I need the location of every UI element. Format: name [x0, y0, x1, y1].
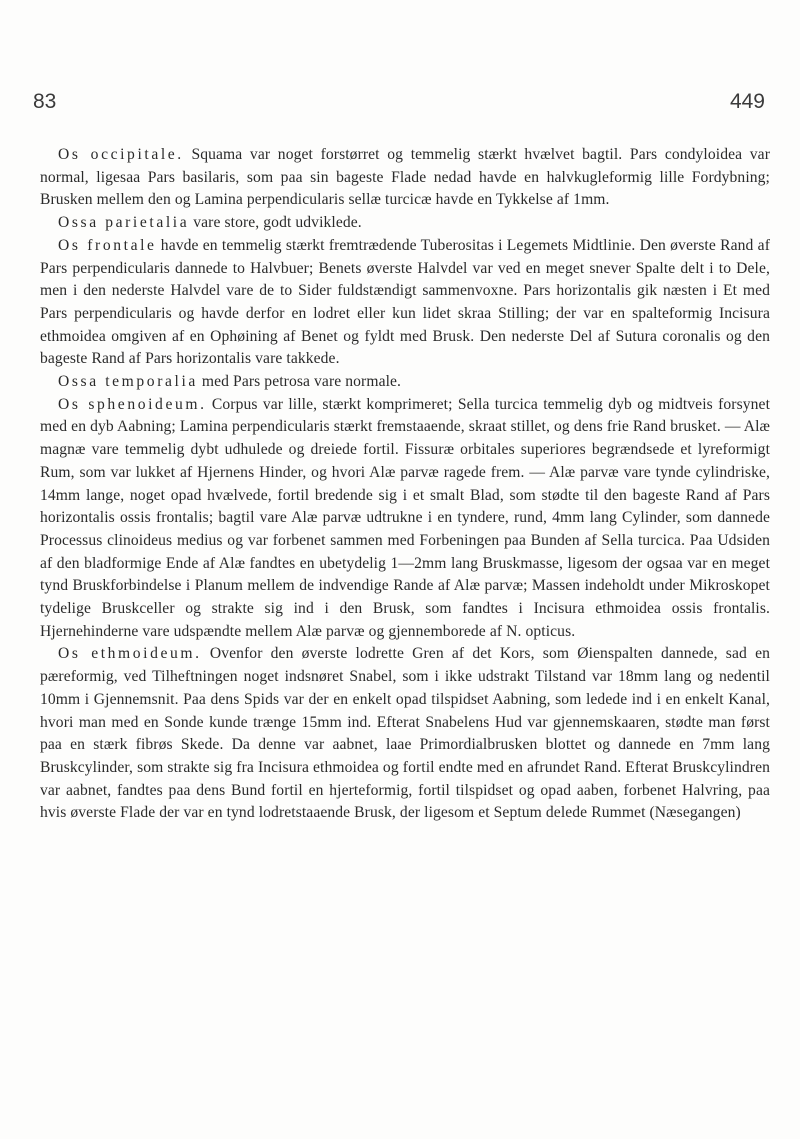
- paragraph-text: Corpus var lille, stærkt komprimeret; Sella turcica temmelig dyb og midtveis forsynet med en dyb Aabning; Lamina perpendicularis stærkt fremstaaende, skraat stillet, og dens frie Rand brusket. — Alæ magnæ vare temmelig dybt udhulede og dreiede fortil. Fissuræ orbitales superiores begrændsede et lyreformigt Rum, som var lukket af Hjernens Hinder, og hvori Alæ parvæ ragede frem. — Alæ parvæ vare tynde cylindriske, 14mm lange, noget opad hvælvede, fortil bredende sig i et smalt Blad, som stødte til den bageste Rand af Pars horizontalis ossis frontalis; bagtil vare Alæ parvæ udtrukne i en tyndere, rund, 4mm lang Cylinder, som dannede Processus clinoideus medius og var forbenet sammen med Forbeningen paa Bunden af Sella turcica. Paa Udsiden af den bladformige Ende af Alæ fandtes en ubetydelig 1—2mm lang Bruskmasse, ligesom der ogsaa var en meget tynd Bruskforbindelse i Planum mellem de indvendige Rande af Alæ parvæ; Massen indeholdt under Mikroskopet tydelige Bruskceller og strakte sig ind i den Brusk, som fandtes i Incisura ethmoidea ossis frontalis. Hjernehinderne vare udspændte mellem Alæ parvæ og gjennemborede af N. opticus.: [40, 395, 771, 640]
- paragraph-lead: Ossa temporalia: [58, 373, 198, 391]
- paragraph-os-frontale: [40, 235, 770, 371]
- page-header: [33, 90, 765, 120]
- paragraph-lead: Os ethmoideum.: [58, 645, 202, 663]
- body-text: [40, 144, 770, 825]
- paragraph-text: vare store, godt udviklede.: [189, 214, 362, 232]
- left-page-number: 83: [33, 90, 57, 113]
- paragraph-os-occipitale: [40, 144, 770, 212]
- right-page-number: 449: [729, 90, 765, 113]
- paragraph-lead: Os sphenoideum.: [58, 395, 207, 413]
- paragraph-text: Squama var noget forstørret og temmelig stærkt hvælvet bagtil. Pars condyloidea var normal, ligesaa Pars basilaris, som paa sin bageste Flade nedad havde en halvkugleformig lille Fordybning; Brusken mellem den og Lamina perpendicularis sellæ turcicæ havde en Tykkelse af 1mm.: [40, 146, 770, 209]
- paragraph-text: havde en temmelig stærkt fremtrædende Tuberositas i Legemets Midtlinie. Den øverste Rand af Pars perpendicularis dannede to Halvbuer; Benets øverste Halvdel var ved en meget snever Spalte delt i to Dele, men i den nederste Halvdel vare de to Sider fuldstændigt sammenvoxne. Pars horizontalis gik næsten i Et med Pars perpendicularis og havde derfor en lodret eller kun lidet skraa Stilling; der var en spalteformig Incisura ethmoidea omgiven af en Ophøining af Benet og fyldt med Brusk. Den nederste Del af Sutura coronalis og den bageste Rand af Pars horizontalis vare takkede.: [40, 236, 770, 368]
- paragraph-text: med Pars petrosa vare normale.: [197, 373, 402, 391]
- paragraph-lead: Ossa parietalia: [58, 214, 190, 232]
- paragraph-ossa-temporalia: [40, 371, 770, 394]
- paragraph-lead: Os frontale: [58, 236, 157, 254]
- paragraph-ossa-parietalia: [40, 212, 770, 235]
- paragraph-lead: Os occipitale.: [58, 146, 184, 163]
- paragraph-text: Ovenfor den øverste lodrette Gren af det Kors, som Øienspalten dannede, sad en pæreformig, ved Tilheftningen noget indsnøret Snabel, som i ikke udstrakt Tilstand var 18mm lang og nedentil 10mm i Gjennemsnit. Paa dens Spids var der en enkelt opad tilspidset Aabning, som ledede ind i en enkelt Kanal, hvori man med en Sonde kunde trænge 15mm ind. Efterat Snabelens Hud var gjennemskaaren, stødte man først paa en stærk fibrøs Skede. Da denne var aabnet, laae Primordialbrusken blottet og dannede en 7mm lang Bruskcylinder, som strakte sig fra Incisura ethmoidea og fortil endte med en afrundet Rand. Efterat Bruskcylindren var aabnet, fandtes paa dens Bund fortil en hjerteformig, fortil tilspidset og opad aaben, forbenet Halvring, paa hvis øverste Flade der var en tynd lodretstaaende Brusk, der ligesom et Septum delede Rummet (Næsegangen): [40, 645, 770, 822]
- paragraph-os-sphenoideum: [40, 394, 770, 644]
- paragraph-os-ethmoideum: [40, 643, 770, 825]
